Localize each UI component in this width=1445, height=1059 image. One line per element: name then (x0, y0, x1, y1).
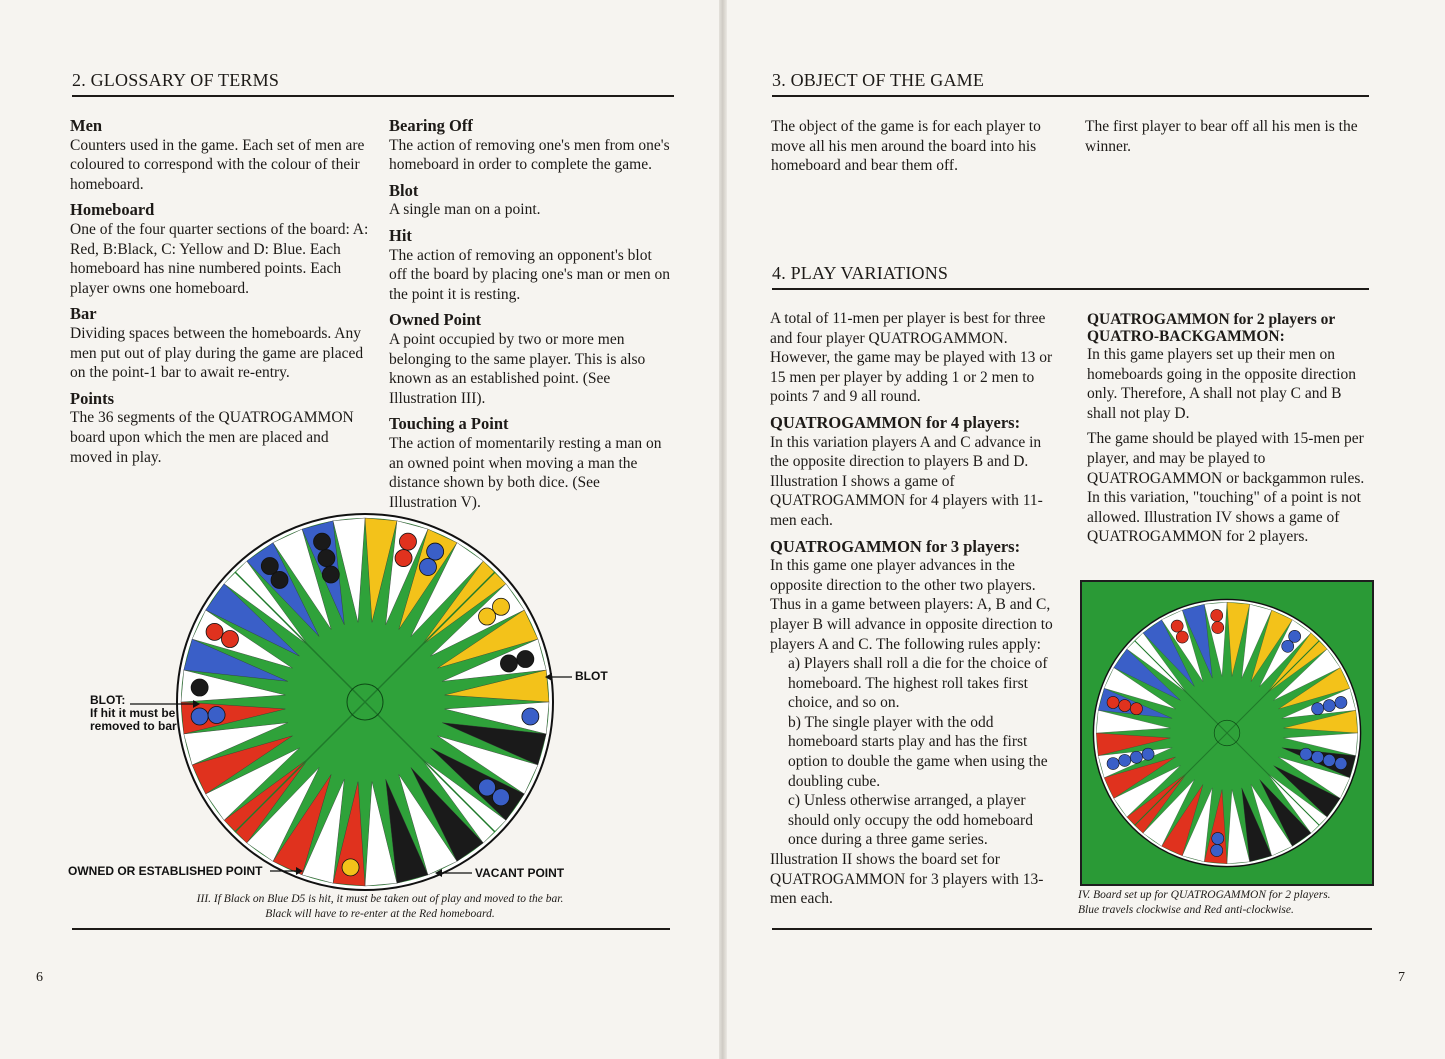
game-man (1176, 631, 1188, 643)
game-man (1211, 609, 1223, 621)
game-man (1119, 700, 1131, 712)
blot-callout-line-2: If hit it must be (90, 706, 176, 720)
four-players-heading: QUATROGAMMON for 4 players: (770, 412, 1021, 432)
game-man (1323, 700, 1335, 712)
blot-callout-line-3: removed to bar (90, 719, 177, 733)
term-hit: Hit (389, 225, 412, 245)
term-blot: Blot (389, 180, 419, 200)
owned-arrow (296, 867, 303, 875)
page-number-left: 6 (36, 970, 43, 985)
game-man (1211, 844, 1223, 856)
game-man (1107, 757, 1119, 769)
def-blot: A single man on a point. (389, 201, 541, 219)
play-rule (772, 288, 1369, 290)
rule-a: a) Players shall roll a die for the choice of homeboard. The highest roll takes first choice, and so on. (788, 655, 1048, 712)
game-man (1171, 620, 1183, 632)
play-column-2 (1087, 311, 1369, 553)
blot-right-label: BLOT (575, 669, 608, 683)
caption-iv-line-2: Blue travels clockwise and Red anti-clockwise. (1078, 904, 1294, 916)
rule-c: c) Unless otherwise arranged, a player should only occupy the odd homeboard once during a three game series. (788, 792, 1033, 849)
game-man (1212, 832, 1224, 844)
game-man (1119, 754, 1131, 766)
term-bar: Bar (70, 304, 97, 324)
two-players-text-1: In this game players set up their men on homeboards going in the opposite direction only. Therefore, A shall not play C and B shall not play D. (1087, 346, 1357, 422)
caption-iii-line-2: Black will have to re-enter at the Red homeboard. (265, 908, 495, 920)
game-man (1212, 621, 1224, 633)
caption-iii-line-1: III. If Black on Blue D5 is hit, it must be taken out of play and moved to the bar. (196, 893, 564, 905)
term-homeboard: Homeboard (70, 200, 155, 220)
object-rule (772, 95, 1369, 97)
def-points: The 36 segments of the QUATROGAMMON board upon which the men are placed and moved in play. (70, 409, 354, 466)
play-column-1 (770, 309, 1060, 909)
game-man (1323, 754, 1335, 766)
def-homeboard: One of the four quarter sections of the board: A: Red, B:Black, C: Yellow and D: Blue. Each homeboard has nine numbered points. Each player owns one homeboard. (70, 220, 369, 297)
game-man (1300, 748, 1312, 760)
board-illustration-iv (1092, 598, 1362, 868)
game-man (1282, 640, 1294, 652)
game-man (1130, 751, 1142, 763)
def-owned-point: A point occupied by two or more men belonging to the same player. This is also known as an established point. (See Illustration III). (389, 330, 646, 407)
object-text-col1: The object of the game is for each player to move all his men around the board into his homeboard and bear them off. (771, 118, 1041, 175)
vacant-point-label: VACANT POINT (475, 866, 565, 880)
blot-left-arrow (193, 700, 200, 708)
game-man (1130, 703, 1142, 715)
three-players-end: Illustration II shows the board set for QUATROGAMMON for 3 players with 13-men each. (770, 851, 1044, 908)
game-man (1312, 703, 1324, 715)
bottom-rule-left (72, 928, 670, 930)
glossary-heading: 2. GLOSSARY OF TERMS (72, 70, 280, 90)
game-man (1312, 751, 1324, 763)
game-man (1335, 696, 1347, 708)
board-illustration-iv-frame (1080, 580, 1374, 886)
def-hit: The action of removing an opponent's blot off the board by placing one's man or men on the point it is resting. (389, 246, 671, 303)
page-number-right: 7 (1398, 970, 1405, 985)
vacant-arrow (435, 869, 442, 877)
term-touching: Touching a Point (389, 414, 509, 434)
illustration-iii-caption (120, 892, 640, 922)
object-heading: 3. OBJECT OF THE GAME (772, 70, 985, 90)
rule-b: b) The single player with the odd homeboard starts play and has the first option to double the game when using the doubling cube. (788, 713, 1048, 790)
blot-right-arrow (545, 673, 552, 681)
two-players-heading: QUATROGAMMON for 2 players or QUATRO-BACKGAMMON: (1087, 311, 1335, 345)
blot-callout-line-1: BLOT: (90, 693, 126, 707)
book-spine (719, 0, 727, 1059)
four-players-text: In this variation players A and C advance in the opposite direction to players B and D. Illustration I shows a game of QUATROGAMMON for 4 players with 11-men each. (770, 433, 1043, 529)
three-players-text: In this game one player advances in the opposite direction to the other two players. Thus in a game between players: A, B and C, player B will advance in opposite direction to players A and C. The following rules apply: (770, 557, 1053, 653)
def-bearing-off: The action of removing one's men from one's homeboard in order to complete the game. (389, 136, 670, 174)
def-men: Counters used in the game. Each set of men are coloured to correspond with the colour of their homeboard. (70, 136, 365, 193)
term-points: Points (70, 388, 115, 408)
object-text-col2: The first player to bear off all his men is the winner. (1085, 118, 1358, 155)
two-players-text-2: The game should be played with 15-men per player, and may be played to QUATROGAMMON or backgammon rules. In this variation, "touching" of a point is not allowed. Illustration IV shows a game of QUATROGAMMON for 2 players. (1087, 430, 1365, 546)
term-men: Men (70, 116, 103, 135)
term-owned-point: Owned Point (389, 310, 482, 330)
play-variations-heading: 4. PLAY VARIATIONS (772, 263, 949, 283)
bottom-rule-right (772, 928, 1372, 930)
illustration-iv-caption (1078, 888, 1378, 918)
def-touching: The action of momentarily resting a man on an owned point when moving a man the distance shown by both dice. (See Illustration V). (389, 434, 662, 511)
def-bar: Dividing spaces between the homeboards. Any men put out of play during the game are placed on the point-1 bar to await re-entry. (70, 324, 364, 382)
game-man (1335, 757, 1347, 769)
owned-point-label: OWNED OR ESTABLISHED POINT (68, 864, 263, 878)
three-players-heading: QUATROGAMMON for 3 players: (770, 536, 1021, 556)
term-bearing-off: Bearing Off (389, 116, 473, 135)
caption-iv-line-1: IV. Board set up for QUATROGAMMON for 2 players. (1078, 889, 1331, 901)
play-intro: A total of 11-men per player is best for three and four player QUATROGAMMON. However, the game may be played with 13 or 15 men per player by adding 1 or 2 men to points 7 and 9 all round. (770, 310, 1053, 406)
game-man (1142, 748, 1154, 760)
game-man (1107, 696, 1119, 708)
